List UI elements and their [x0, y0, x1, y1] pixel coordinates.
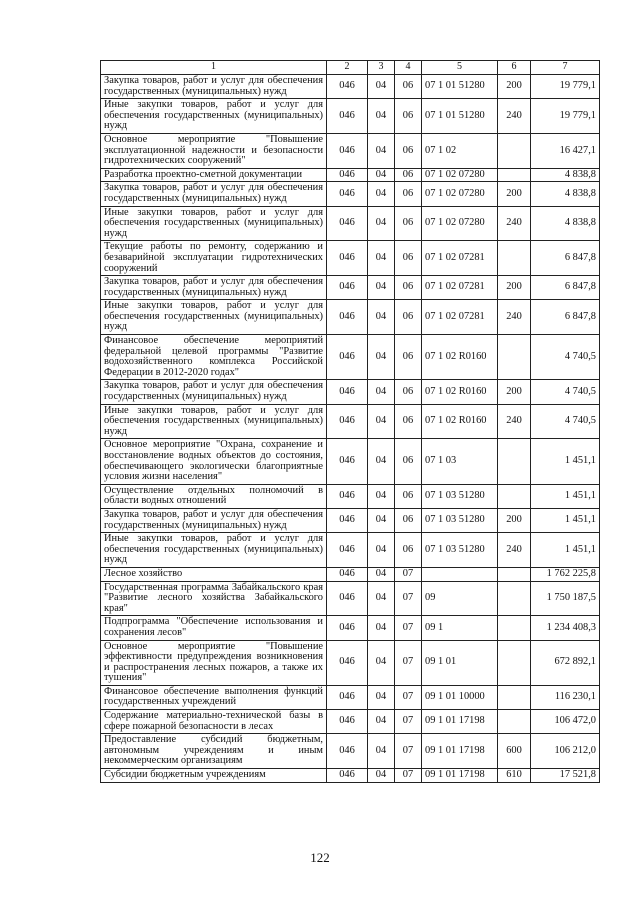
- cell-amount: 4 740,5: [531, 335, 600, 380]
- cell-subsection: 07: [395, 567, 422, 581]
- row-description: Иные закупки товаров, работ и услуг для обеспечения государственных (муниципальных) нужд: [101, 206, 327, 241]
- cell-section: 04: [368, 508, 395, 532]
- cell-target-article: [422, 567, 498, 581]
- table-body: [101, 75, 600, 783]
- cell-admin-code: 046: [327, 567, 368, 581]
- table-header-row: [101, 61, 600, 75]
- row-description: Текущие работы по ремонту, содержанию и безаварийной эксплуатации гидротехнических сооружений: [101, 241, 327, 276]
- cell-target-article: 09 1: [422, 616, 498, 640]
- cell-expense-type: 610: [498, 769, 531, 783]
- cell-expense-type: 200: [498, 276, 531, 300]
- cell-subsection: 07: [395, 769, 422, 783]
- cell-expense-type: 240: [498, 533, 531, 568]
- table-row: [101, 300, 600, 335]
- cell-section: 04: [368, 640, 395, 685]
- cell-amount: 4 740,5: [531, 380, 600, 404]
- table-row: [101, 404, 600, 439]
- row-description: Разработка проектно-сметной документации: [101, 168, 327, 182]
- cell-admin-code: 046: [327, 508, 368, 532]
- cell-expense-type: [498, 710, 531, 734]
- table-row: [101, 182, 600, 206]
- cell-section: 04: [368, 276, 395, 300]
- cell-section: 04: [368, 769, 395, 783]
- column-header: 7: [531, 61, 600, 75]
- row-description: Иные закупки товаров, работ и услуг для обеспечения государственных (муниципальных) нужд: [101, 404, 327, 439]
- cell-amount: 19 779,1: [531, 99, 600, 134]
- row-description: Иные закупки товаров, работ и услуг для обеспечения государственных (муниципальных) нужд: [101, 99, 327, 134]
- budget-table: [100, 60, 600, 783]
- cell-section: 04: [368, 685, 395, 709]
- cell-subsection: 06: [395, 508, 422, 532]
- cell-amount: 106 212,0: [531, 734, 600, 769]
- cell-target-article: 07 1 03 51280: [422, 533, 498, 568]
- column-header: 6: [498, 61, 531, 75]
- cell-section: 04: [368, 734, 395, 769]
- cell-target-article: 07 1 03 51280: [422, 508, 498, 532]
- cell-expense-type: [498, 133, 531, 168]
- cell-target-article: 07 1 01 51280: [422, 99, 498, 134]
- table-row: [101, 168, 600, 182]
- cell-admin-code: 046: [327, 133, 368, 168]
- table-row: [101, 769, 600, 783]
- row-description: Иные закупки товаров, работ и услуг для обеспечения государственных (муниципальных) нужд: [101, 533, 327, 568]
- cell-amount: 6 847,8: [531, 300, 600, 335]
- row-description: Закупка товаров, работ и услуг для обеспечения государственных (муниципальных) нужд: [101, 380, 327, 404]
- cell-target-article: 07 1 03 51280: [422, 484, 498, 508]
- row-description: Закупка товаров, работ и услуг для обеспечения государственных (муниципальных) нужд: [101, 508, 327, 532]
- cell-subsection: 07: [395, 581, 422, 616]
- page-number: 122: [310, 850, 330, 865]
- row-description: Финансовое обеспечение выполнения функций государственных учреждений: [101, 685, 327, 709]
- cell-amount: 4 740,5: [531, 404, 600, 439]
- cell-expense-type: [498, 616, 531, 640]
- cell-section: 04: [368, 484, 395, 508]
- cell-expense-type: [498, 168, 531, 182]
- row-description: Основное мероприятие "Повышение эффективности предупреждения возникновения и распространения лесных пожаров, а также их тушения": [101, 640, 327, 685]
- cell-subsection: 07: [395, 640, 422, 685]
- cell-subsection: 06: [395, 439, 422, 484]
- cell-subsection: 07: [395, 710, 422, 734]
- cell-amount: 4 838,8: [531, 206, 600, 241]
- cell-expense-type: 200: [498, 182, 531, 206]
- table-row: [101, 640, 600, 685]
- cell-subsection: 06: [395, 99, 422, 134]
- table-row: [101, 484, 600, 508]
- cell-amount: 1 762 225,8: [531, 567, 600, 581]
- cell-target-article: 09: [422, 581, 498, 616]
- row-description: Подпрограмма "Обеспечение использования и сохранения лесов": [101, 616, 327, 640]
- cell-subsection: 06: [395, 133, 422, 168]
- cell-admin-code: 046: [327, 734, 368, 769]
- cell-section: 04: [368, 206, 395, 241]
- table-row: [101, 276, 600, 300]
- table-row: [101, 335, 600, 380]
- cell-admin-code: 046: [327, 533, 368, 568]
- cell-expense-type: 200: [498, 380, 531, 404]
- row-description: Содержание материально-технической базы в сфере пожарной безопасности в лесах: [101, 710, 327, 734]
- table-row: [101, 734, 600, 769]
- cell-admin-code: 046: [327, 710, 368, 734]
- cell-expense-type: 240: [498, 300, 531, 335]
- cell-section: 04: [368, 581, 395, 616]
- cell-target-article: 07 1 02 07281: [422, 276, 498, 300]
- cell-expense-type: [498, 439, 531, 484]
- cell-expense-type: [498, 241, 531, 276]
- cell-amount: 16 427,1: [531, 133, 600, 168]
- row-description: Закупка товаров, работ и услуг для обеспечения государственных (муниципальных) нужд: [101, 182, 327, 206]
- cell-expense-type: [498, 567, 531, 581]
- cell-amount: 1 750 187,5: [531, 581, 600, 616]
- cell-admin-code: 046: [327, 769, 368, 783]
- cell-section: 04: [368, 99, 395, 134]
- cell-target-article: 09 1 01 17198: [422, 734, 498, 769]
- cell-section: 04: [368, 404, 395, 439]
- cell-target-article: 07 1 02 R0160: [422, 380, 498, 404]
- cell-admin-code: 046: [327, 640, 368, 685]
- cell-expense-type: [498, 685, 531, 709]
- cell-section: 04: [368, 616, 395, 640]
- table-row: [101, 133, 600, 168]
- cell-amount: 672 892,1: [531, 640, 600, 685]
- cell-admin-code: 046: [327, 276, 368, 300]
- cell-target-article: 07 1 03: [422, 439, 498, 484]
- cell-expense-type: 240: [498, 404, 531, 439]
- cell-subsection: 07: [395, 734, 422, 769]
- cell-subsection: 07: [395, 616, 422, 640]
- cell-subsection: 06: [395, 241, 422, 276]
- cell-section: 04: [368, 335, 395, 380]
- cell-admin-code: 046: [327, 439, 368, 484]
- row-description: Осуществление отдельных полномочий в области водных отношений: [101, 484, 327, 508]
- cell-expense-type: 200: [498, 508, 531, 532]
- table-row: [101, 533, 600, 568]
- row-description: Государственная программа Забайкальского края "Развитие лесного хозяйства Забайкальского края": [101, 581, 327, 616]
- cell-admin-code: 046: [327, 616, 368, 640]
- cell-admin-code: 046: [327, 380, 368, 404]
- row-description: Закупка товаров, работ и услуг для обеспечения государственных (муниципальных) нужд: [101, 276, 327, 300]
- row-description: Субсидии бюджетным учреждениям: [101, 769, 327, 783]
- row-description: Закупка товаров, работ и услуг для обеспечения государственных (муниципальных) нужд: [101, 75, 327, 99]
- cell-target-article: 07 1 02 07281: [422, 241, 498, 276]
- table-row: [101, 710, 600, 734]
- cell-target-article: 09 1 01: [422, 640, 498, 685]
- cell-expense-type: 240: [498, 99, 531, 134]
- cell-expense-type: 200: [498, 75, 531, 99]
- cell-subsection: 06: [395, 484, 422, 508]
- cell-section: 04: [368, 439, 395, 484]
- cell-target-article: 07 1 02 R0160: [422, 404, 498, 439]
- table-row: [101, 75, 600, 99]
- cell-amount: 4 838,8: [531, 182, 600, 206]
- cell-expense-type: [498, 640, 531, 685]
- cell-expense-type: [498, 335, 531, 380]
- cell-subsection: 06: [395, 168, 422, 182]
- cell-subsection: 06: [395, 404, 422, 439]
- row-description: Основное мероприятие "Охрана, сохранение и восстановление водных объектов до состояния, обеспечивающего экологически благоприятные условия жизни населения": [101, 439, 327, 484]
- table-row: [101, 380, 600, 404]
- cell-target-article: 07 1 02 R0160: [422, 335, 498, 380]
- cell-target-article: 07 1 02 07280: [422, 206, 498, 241]
- row-description: Предоставление субсидий бюджетным, автономным учреждениям и иным некоммерческим организациям: [101, 734, 327, 769]
- cell-expense-type: [498, 484, 531, 508]
- table-row: [101, 508, 600, 532]
- column-header: 5: [422, 61, 498, 75]
- column-header: 1: [101, 61, 327, 75]
- cell-section: 04: [368, 182, 395, 206]
- cell-amount: 1 451,1: [531, 484, 600, 508]
- cell-amount: 19 779,1: [531, 75, 600, 99]
- cell-target-article: 09 1 01 17198: [422, 710, 498, 734]
- row-description: Основное мероприятие "Повышение эксплуатационной надежности и безопасности гидротехнических сооружений": [101, 133, 327, 168]
- cell-expense-type: [498, 581, 531, 616]
- cell-admin-code: 046: [327, 241, 368, 276]
- cell-amount: 6 847,8: [531, 276, 600, 300]
- cell-section: 04: [368, 710, 395, 734]
- cell-amount: 4 838,8: [531, 168, 600, 182]
- cell-section: 04: [368, 380, 395, 404]
- cell-section: 04: [368, 567, 395, 581]
- cell-subsection: 06: [395, 75, 422, 99]
- cell-subsection: 06: [395, 182, 422, 206]
- cell-admin-code: 046: [327, 685, 368, 709]
- cell-subsection: 06: [395, 380, 422, 404]
- table-row: [101, 99, 600, 134]
- table-row: [101, 439, 600, 484]
- cell-admin-code: 046: [327, 484, 368, 508]
- cell-amount: 116 230,1: [531, 685, 600, 709]
- table-row: [101, 685, 600, 709]
- cell-section: 04: [368, 533, 395, 568]
- cell-admin-code: 046: [327, 206, 368, 241]
- cell-amount: 1 451,1: [531, 439, 600, 484]
- table-row: [101, 581, 600, 616]
- cell-amount: 6 847,8: [531, 241, 600, 276]
- table-row: [101, 241, 600, 276]
- cell-subsection: 06: [395, 206, 422, 241]
- cell-admin-code: 046: [327, 99, 368, 134]
- cell-admin-code: 046: [327, 168, 368, 182]
- cell-admin-code: 046: [327, 335, 368, 380]
- cell-admin-code: 046: [327, 75, 368, 99]
- cell-expense-type: 600: [498, 734, 531, 769]
- column-header: 2: [327, 61, 368, 75]
- cell-amount: 17 521,8: [531, 769, 600, 783]
- cell-target-article: 07 1 02 07281: [422, 300, 498, 335]
- column-header: 4: [395, 61, 422, 75]
- cell-expense-type: 240: [498, 206, 531, 241]
- cell-amount: 1 451,1: [531, 508, 600, 532]
- cell-admin-code: 046: [327, 300, 368, 335]
- cell-target-article: 07 1 02: [422, 133, 498, 168]
- cell-section: 04: [368, 133, 395, 168]
- cell-admin-code: 046: [327, 404, 368, 439]
- cell-target-article: 09 1 01 10000: [422, 685, 498, 709]
- row-description: Лесное хозяйство: [101, 567, 327, 581]
- cell-target-article: 07 1 01 51280: [422, 75, 498, 99]
- cell-amount: 1 451,1: [531, 533, 600, 568]
- cell-section: 04: [368, 168, 395, 182]
- cell-section: 04: [368, 241, 395, 276]
- cell-amount: 1 234 408,3: [531, 616, 600, 640]
- cell-subsection: 06: [395, 276, 422, 300]
- cell-subsection: 06: [395, 335, 422, 380]
- table-row: [101, 616, 600, 640]
- cell-subsection: 06: [395, 533, 422, 568]
- cell-section: 04: [368, 75, 395, 99]
- cell-target-article: 07 1 02 07280: [422, 168, 498, 182]
- cell-amount: 106 472,0: [531, 710, 600, 734]
- row-description: Иные закупки товаров, работ и услуг для обеспечения государственных (муниципальных) нужд: [101, 300, 327, 335]
- column-header: 3: [368, 61, 395, 75]
- cell-target-article: 09 1 01 17198: [422, 769, 498, 783]
- table-row: [101, 567, 600, 581]
- cell-subsection: 06: [395, 300, 422, 335]
- cell-target-article: 07 1 02 07280: [422, 182, 498, 206]
- cell-section: 04: [368, 300, 395, 335]
- row-description: Финансовое обеспечение мероприятий федеральной целевой программы "Развитие водохозяйственного комплекса Российской Федерации в 2012-2020 годах": [101, 335, 327, 380]
- cell-admin-code: 046: [327, 581, 368, 616]
- cell-subsection: 07: [395, 685, 422, 709]
- cell-admin-code: 046: [327, 182, 368, 206]
- table-row: [101, 206, 600, 241]
